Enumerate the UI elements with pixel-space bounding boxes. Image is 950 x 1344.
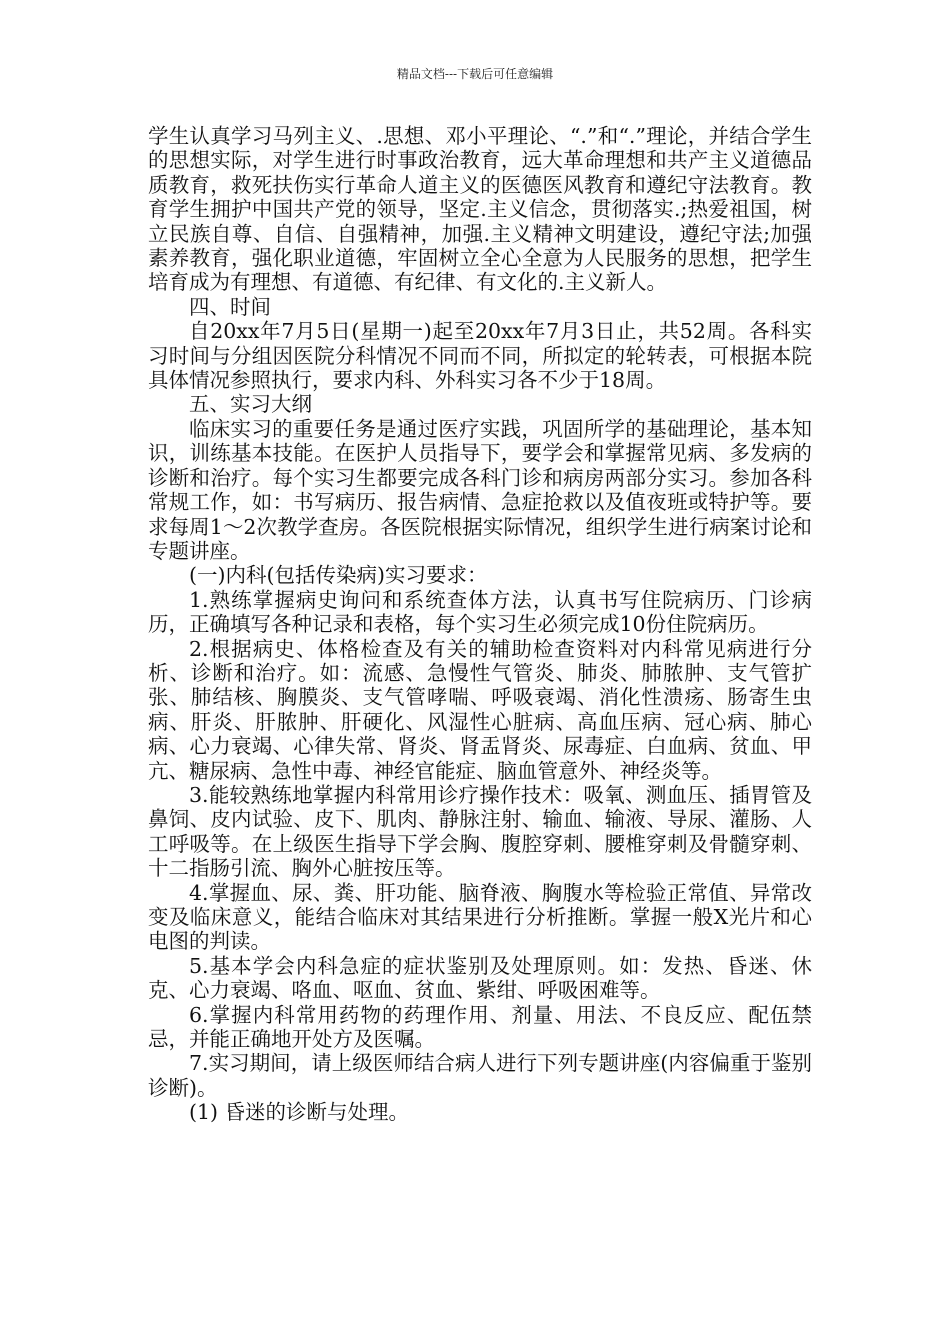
list-item: 4.掌握血、尿、粪、肝功能、脑脊液、胸腹水等检验正常值、异常改变及临床意义，能结合临床对其结果进行分析推断。掌握一般X光片和心电图的判读。 xyxy=(148,880,812,954)
list-item: 7.实习期间，请上级医师结合病人进行下列专题讲座(内容偏重于鉴别诊断)。 xyxy=(148,1051,812,1100)
sub-list-item: (1) 昏迷的诊断与处理。 xyxy=(189,1100,410,1125)
paragraph: 自20xx年7月5日(星期一)起至20xx年7月3日止，共52周。各科实习时间与分组因医院分科情况不同而不同，所拟定的轮转表，可根据本院具体情况参照执行，要求内科、外科实习各不少于18周。 xyxy=(148,319,812,393)
list-item: 3.能较熟练地掌握内科常用诊疗操作技术：吸氧、测血压、插胃管及鼻饲、皮内试验、皮下、肌肉、静脉注射、输血、输液、导尿、灌肠、人工呼吸等。在上级医生指导下学会胸、腹腔穿刺、腰椎穿刺及骨髓穿刺、十二指肠引流、胸外心脏按压等。 xyxy=(148,782,812,881)
page-header: 精品文档---下载后可任意编辑 xyxy=(396,67,554,81)
list-item: 6.掌握内科常用药物的药理作用、剂量、用法、不良反应、配伍禁忌，并能正确地开处方及医嘱。 xyxy=(148,1002,812,1052)
subsection-heading-internal-medicine: (一)内科(包括传染病)实习要求： xyxy=(189,563,488,588)
paragraph: 学生认真学习马列主义、.思想、邓小平理论、“.”和“.”理论，并结合学生的思想实际，对学生进行时事政治教育，远大革命理想和共产主义道德品质教育，救死扶伤实行革命人道主义的医德医风教育和遵纪守法教育。教育学生拥护中国共产党的领导，坚定.主义信念，贯彻落实.;热爱祖国，树立民族自尊、自信、自强精神，加强.主义精神文明建设，遵纪守法;加强素养教育，强化职业道德，牢固树立全心全意为人民服务的思想，把学生培育成为有理想、有道德、有纪律、有文化的.主义新人。 xyxy=(148,124,812,295)
section-heading-time: 四、时间 xyxy=(189,294,271,319)
list-item: 2.根据病史、体格检查及有关的辅助检查资料对内科常见病进行分析、诊断和治疗。如：流感、急慢性气管炎、肺炎、肺脓肿、支气管扩张、肺结核、胸膜炎、支气管哮喘、呼吸衰竭、消化性溃疡、肠寄生虫病、肝炎、肝脓肿、肝硬化、风湿性心脏病、高血压病、冠心病、肺心病、心力衰竭、心律失常、肾炎、肾盂肾炎、尿毒症、白血病、贫血、甲亢、糖尿病、急性中毒、神经官能症、脑血管意外、神经炎等。 xyxy=(148,636,812,783)
list-item: 1.熟练掌握病史询问和系统查体方法，认真书写住院病历、门诊病历，正确填写各种记录和表格，每个实习生必须完成10份住院病历。 xyxy=(148,587,812,637)
paragraph: 临床实习的重要任务是通过医疗实践，巩固所学的基础理论，基本知识，训练基本技能。在医护人员指导下，要学会和掌握常见病、多发病的诊断和治疗。每个实习生都要完成各科门诊和病房两部分实习。参加各科常规工作，如：书写病历、报告病情、急症抢救以及值夜班或特护等。要求每周1～2次教学查房。各医院根据实际情况，组织学生进行病案讨论和专题讲座。 xyxy=(148,416,812,563)
section-heading-outline: 五、实习大纲 xyxy=(189,392,312,417)
list-item: 5.基本学会内科急症的症状鉴别及处理原则。如：发热、昏迷、休克、心力衰竭、咯血、呕血、贫血、紫绀、呼吸困难等。 xyxy=(148,953,812,1003)
document-body xyxy=(148,124,812,1125)
